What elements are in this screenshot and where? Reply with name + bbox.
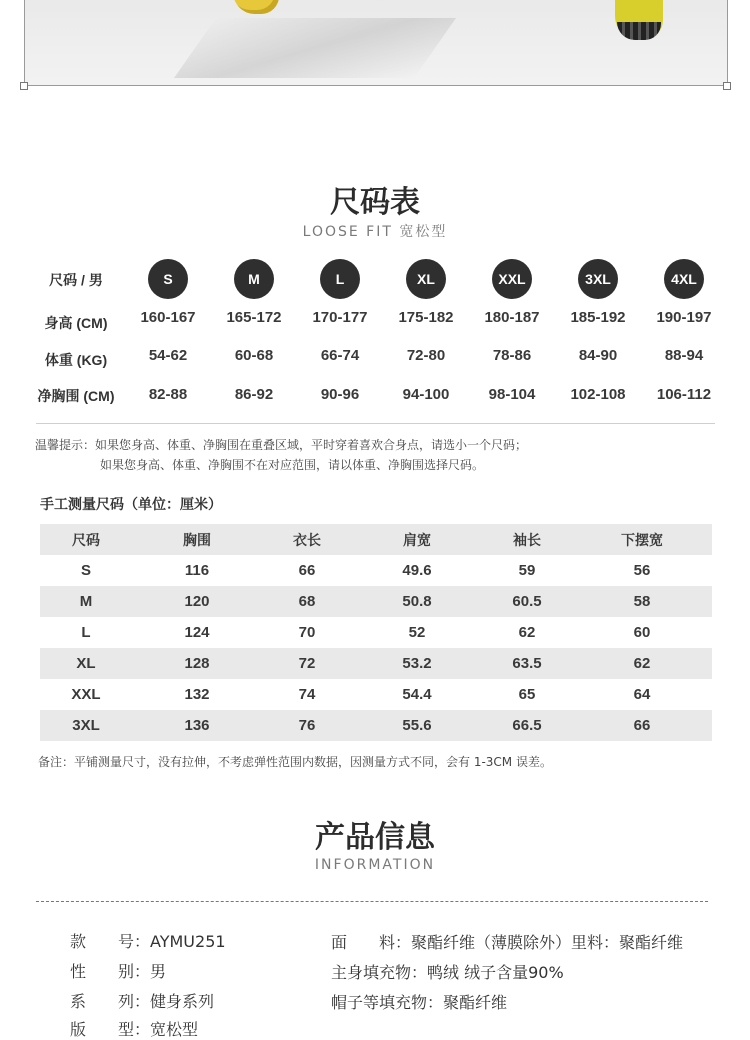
info-key: 主身填充物：	[331, 963, 428, 982]
yellow-shoe-left	[233, 0, 279, 14]
col-chest: 胸围	[183, 531, 211, 548]
cell-chest: 132	[184, 686, 210, 703]
cell-chest: 120	[184, 593, 210, 610]
info-key: 性 别：	[70, 962, 151, 981]
col-shoulder: 肩宽	[403, 531, 431, 548]
table-row	[40, 555, 712, 586]
cell-size: 3XL	[72, 717, 100, 734]
cell-sleeve: 63.5	[512, 655, 542, 672]
size-chart-divider	[36, 423, 715, 424]
table-row	[40, 710, 712, 741]
col-hem: 下摆宽	[621, 531, 663, 548]
cell-size: L	[81, 624, 91, 641]
cell-sleeve: 60.5	[512, 593, 542, 610]
cell-shoulder: 54.4	[402, 686, 432, 703]
info-value: 宽松型	[150, 1020, 199, 1039]
info-series	[70, 989, 214, 1012]
cell-size: S	[80, 562, 91, 579]
cell-length: 70	[298, 624, 316, 641]
weight-label: 体重 (KG)	[44, 352, 108, 368]
cell-hem: 62	[633, 655, 651, 672]
cell-length: 76	[298, 717, 316, 734]
cell-size: XXL	[71, 686, 101, 703]
info-key: 款 号：	[70, 932, 151, 951]
col-size: 尺码	[72, 531, 100, 548]
cell-chest: 124	[184, 624, 210, 641]
info-fabric	[331, 930, 683, 953]
cell-chest: 116	[184, 562, 210, 579]
weight-xxl: 78-86	[492, 347, 532, 364]
cell-size: M	[79, 593, 93, 610]
product-info-subtitle: INFORMATION	[314, 857, 436, 873]
table-row	[40, 617, 712, 648]
product-info-title: 产品信息	[315, 820, 435, 855]
chest-4xl: 106-112	[656, 386, 712, 403]
chest-m: 86-92	[234, 386, 274, 403]
col-sleeve: 袖长	[513, 531, 541, 548]
info-value: 聚酯纤维（薄膜除外）里料：聚酯纤维	[411, 933, 684, 952]
info-gender	[70, 959, 166, 982]
cell-sleeve: 66.5	[512, 717, 542, 734]
col-length: 衣长	[293, 531, 321, 548]
weight-3xl: 84-90	[578, 347, 618, 364]
cell-hem: 56	[633, 562, 651, 579]
yellow-shoe-right	[615, 0, 663, 40]
size-badge-s: S	[148, 259, 188, 299]
cell-hem: 60	[633, 624, 651, 641]
chest-3xl: 102-108	[570, 386, 626, 403]
cell-chest: 136	[184, 717, 210, 734]
weight-xl: 72-80	[406, 347, 446, 364]
cell-hem: 66	[633, 717, 651, 734]
cell-length: 68	[298, 593, 316, 610]
cell-shoulder: 55.6	[402, 717, 432, 734]
info-key: 面 料：	[331, 933, 412, 952]
cell-length: 72	[298, 655, 316, 672]
info-body-filling	[331, 960, 564, 983]
cell-shoulder: 52	[408, 624, 426, 641]
table-row	[40, 648, 712, 679]
height-xl: 175-182	[398, 309, 454, 326]
measure-table-header	[40, 524, 712, 555]
chest-s: 82-88	[148, 386, 188, 403]
weight-m: 60-68	[234, 347, 274, 364]
size-badge-4xl: 4XL	[664, 259, 704, 299]
product-info-divider	[36, 901, 708, 902]
cell-length: 74	[298, 686, 316, 703]
info-value: AYMU251	[150, 932, 226, 951]
measure-table	[40, 524, 712, 741]
height-m: 165-172	[226, 309, 282, 326]
info-value: 鸭绒 绒子含量90%	[427, 963, 564, 982]
product-photo-area	[0, 0, 750, 92]
frame-handle-right[interactable]	[723, 82, 731, 90]
floor-shadow	[174, 18, 456, 78]
cell-hem: 58	[633, 593, 651, 610]
measure-note: 备注：平铺测量尺寸，没有拉伸，不考虑弹性范围内数据，因测量方式不同，会有 1-3CM 误差。	[38, 755, 552, 769]
chest-xl: 94-100	[402, 386, 450, 403]
chest-xxl: 98-104	[488, 386, 536, 403]
table-row	[40, 679, 712, 710]
product-photo	[24, 0, 728, 86]
chest-label: 净胸围 (CM)	[37, 388, 115, 404]
info-hood-filling	[331, 990, 507, 1013]
info-value: 男	[150, 962, 167, 981]
weight-l: 66-74	[320, 347, 360, 364]
table-row	[40, 586, 712, 617]
height-label: 身高 (CM)	[44, 315, 108, 331]
frame-handle-left[interactable]	[20, 82, 28, 90]
info-value: 聚酯纤维	[443, 993, 508, 1012]
cell-hem: 64	[633, 686, 651, 703]
info-key: 系 列：	[70, 992, 151, 1011]
info-fit	[70, 1017, 198, 1040]
measure-title: 手工测量尺码（单位：厘米）	[40, 497, 222, 513]
size-badge-m: M	[234, 259, 274, 299]
cell-shoulder: 53.2	[402, 655, 432, 672]
height-xxl: 180-187	[484, 309, 540, 326]
cell-length: 66	[298, 562, 316, 579]
height-l: 170-177	[312, 309, 368, 326]
chest-l: 90-96	[320, 386, 360, 403]
cell-chest: 128	[184, 655, 210, 672]
size-badge-xxl: XXL	[492, 259, 532, 299]
cell-shoulder: 50.8	[402, 593, 432, 610]
info-key: 帽子等填充物：	[331, 993, 444, 1012]
cell-sleeve: 65	[518, 686, 536, 703]
size-badge-3xl: 3XL	[578, 259, 618, 299]
size-chart-subtitle: LOOSE FIT 宽松型	[302, 224, 448, 240]
weight-s: 54-62	[148, 347, 188, 364]
size-header-label: 尺码 / 男	[49, 272, 103, 288]
info-value: 健身系列	[150, 992, 215, 1011]
info-style-number	[70, 929, 226, 952]
shoe-sole	[617, 22, 661, 40]
cell-sleeve: 62	[518, 624, 536, 641]
tip-line-2: 如果您身高、体重、净胸围不在对应范围，请以体重、净胸围选择尺码。	[100, 458, 485, 472]
height-3xl: 185-192	[570, 309, 626, 326]
weight-4xl: 88-94	[664, 347, 704, 364]
cell-shoulder: 49.6	[402, 562, 432, 579]
height-s: 160-167	[140, 309, 196, 326]
cell-sleeve: 59	[518, 562, 536, 579]
size-badge-xl: XL	[406, 259, 446, 299]
tip-line-1: 温馨提示：如果您身高、体重、净胸围在重叠区域，平时穿着喜欢合身点，请选小一个尺码；	[35, 438, 528, 452]
height-4xl: 190-197	[656, 309, 712, 326]
size-badge-l: L	[320, 259, 360, 299]
cell-size: XL	[76, 655, 96, 672]
size-chart-title: 尺码表	[330, 185, 420, 220]
info-key: 版 型：	[70, 1020, 151, 1039]
